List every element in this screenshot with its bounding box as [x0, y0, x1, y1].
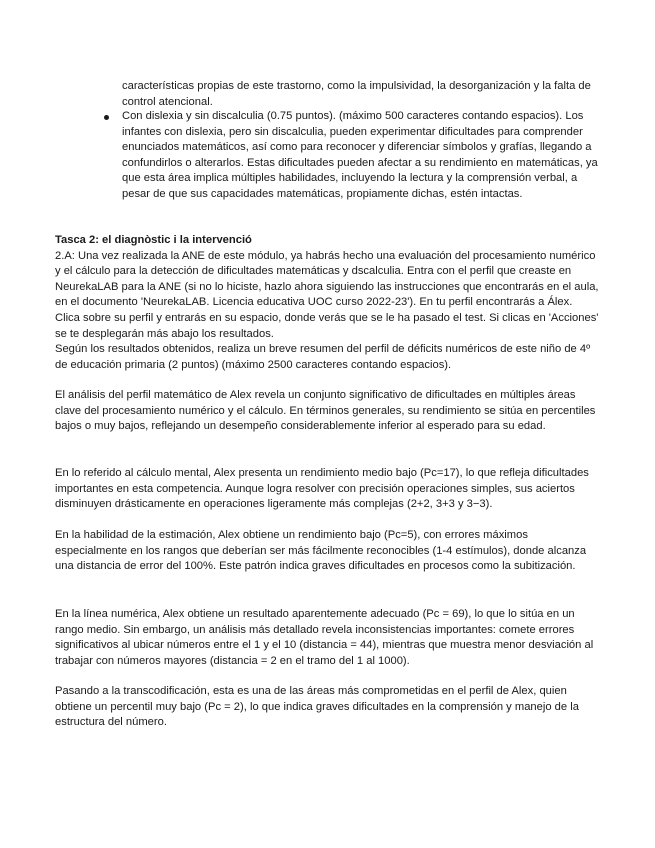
task-section	[55, 233, 600, 373]
paragraph-overview: El análisis del perfil matemático de Alex revela un conjunto significativo de dificultades en múltiples áreas clave del procesamiento numérico y el cálculo. En términos generales, su rendimiento se sitúa en percentiles bajos o muy bajos, reflejando un desempeño considerablemente inferior al esperado para su edad.	[55, 389, 596, 433]
paragraph-estimation: En la habilidad de la estimación, Alex obtiene un rendimiento bajo (Pc=5), con errores máximos especialmente en los rangos que deberían ser más fácilmente reconocibles (1-4 estímulos), donde alcanza una distancia de error del 100%. Este patrón indica graves dificultades en procesos como la subitización.	[55, 529, 587, 573]
task-heading: Tasca 2: el diagnòstic i la intervenció	[55, 234, 252, 246]
task-instruction: 2.A: Una vez realizada la ANE de este módulo, ya habrás hecho una evaluación del procesamiento numérico y el cálculo para la detección de dificultades matemáticas y dscalculia. Entra con el perfil que creaste en NeurekaLAB para la ANE (si no lo hiciste, hazlo ahora siguiendo las instrucciones que encontrarás en el aula, en el documento 'NeurekaLAB. Licencia educativa UOC curso 2022-23'). En tu perfil encontrarás a Álex. Clica sobre su perfil y entrarás en su espacio, donde verás que se le ha pasado el test. Si clicas en 'Acciones' se te desplegarán más abajo los resultados.	[55, 249, 599, 340]
task-instruction-summary: Según los resultados obtenidos, realiza un breve resumen del perfil de déficits numéricos de este niño de 4º de educación primaria (2 puntos) (máximo 2500 caracteres contando espacios).	[55, 343, 591, 371]
bullet-dot-icon	[104, 115, 109, 120]
bullet-list-item	[122, 109, 600, 203]
bullet-text: Con dislexia y sin discalculia (0.75 puntos). (máximo 500 caracteres contando espacios). Los infantes con dislexia, pero sin discalculia, pueden experimentar dificultades para comprender enunciados matemáticos, así como para reconocer y diferenciar símbolos y grafías, llegando a confundirlos o alterarlos. Estas dificultades pueden afectar a su rendimiento en matemáticas, ya que esta área implica múltiples habilidades, incluyendo la lectura y la comprensión verbal, a pesar de que sus capacidades matemáticas, propiamente dichas, estén intactas.	[122, 110, 598, 200]
paragraph-transcoding: Pasando a la transcodificación, esta es una de las áreas más comprometidas en el perfil de Alex, quien obtiene un percentil muy bajo (Pc = 2), lo que indica graves dificultades en la comprensión y manejo de la estructura del número.	[55, 685, 579, 729]
paragraph-mental-calculation: En lo referido al cálculo mental, Alex presenta un rendimiento medio bajo (Pc=17), lo que refleja dificultades importantes en esta competencia. Aunque logra resolver con precisión operaciones simples, sus aciertos disminuyen drásticamente en operaciones ligeramente más complejas (2+2, 3+3 y 3−3).	[55, 467, 589, 511]
bullet-continuation-text: características propias de este trastorno, como la impulsividad, la desorganización y la falta de control atencional.	[122, 80, 591, 108]
paragraph-number-line: En la línea numérica, Alex obtiene un resultado aparentemente adecuado (Pc = 69), lo que lo sitúa en un rango medio. Sin embargo, un análisis más detallado revela inconsistencias importantes: comete errores significativos al ubicar números entre el 1 y el 10 (distancia = 44), mientras que muestra menor desviación al trabajar con números mayores (distancia = 2 en el tramo del 1 al 1000).	[55, 608, 594, 667]
